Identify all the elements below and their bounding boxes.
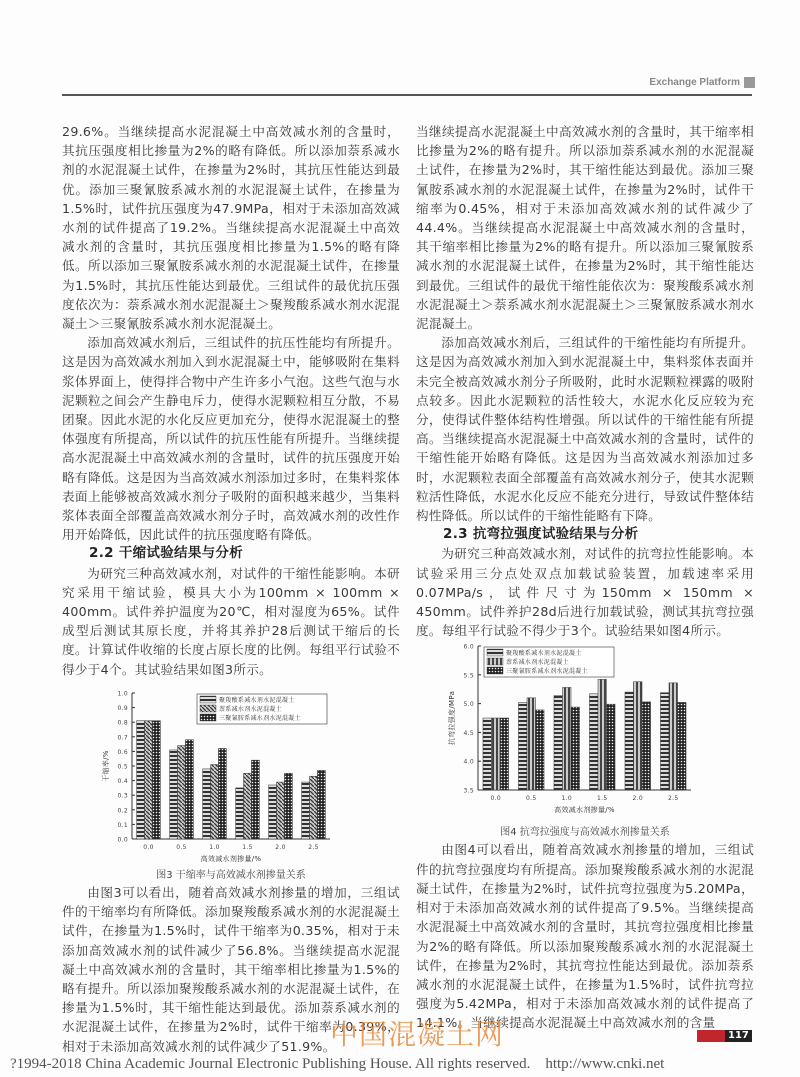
legend-swatch (487, 667, 503, 674)
x-tick-label: 1.0 (209, 843, 220, 851)
legend-swatch (487, 658, 503, 665)
y-tick-label: 4.0 (463, 759, 474, 767)
x-tick-label: 2.0 (632, 795, 643, 803)
y-axis-label: 干缩率/% (102, 750, 110, 782)
bar (145, 721, 153, 839)
y-tick-label: 0.3 (117, 792, 128, 800)
bar (302, 782, 310, 839)
x-tick-label: 0.5 (526, 795, 537, 803)
y-tick-label: 0.5 (117, 763, 128, 771)
bar (607, 705, 616, 791)
bar (185, 740, 193, 839)
figure-3-caption: 图3 干缩率与高效减水剂掺量关系 (156, 869, 306, 881)
section-label: Exchange Platform (649, 77, 740, 88)
legend-label: 三聚氰胺系减水剂水泥混凝土 (506, 668, 588, 676)
y-tick-label: 0.9 (117, 704, 128, 712)
x-axis-label: 高效减水剂掺量/% (200, 854, 262, 863)
figure-4-caption: 图4 抗弯拉强度与高效减水剂掺量关系 (500, 827, 670, 839)
legend-label: 聚羧酸系减水剂水泥混凝土 (506, 650, 582, 658)
legend-label: 三聚氰胺系减水剂水泥混凝土 (219, 714, 301, 722)
paragraph: 当继续提高水泥混凝土中高效减水剂的含量时，其干缩率相比掺量为2%的略有提升。所以添加萘系减水剂的水泥混凝土试件，在掺量为2%时，其干缩性能达到最优。添加三聚氰胺系减水剂的水泥混凝土试件，在掺量为2%时，试件干缩率为0.45%，相对于未添加高效减水剂的试件减少了44.4%。当继续提高水泥混凝土中高效减水剂的含量时，其干缩率相比掺量为2%的略有提升。所以添加三聚氰胺系减水剂的水泥混凝土试件，在掺量为2%时，其干缩性能达到最优。三组试件的最优干缩性能依次为：聚羧酸系减水剂水泥混凝土＞萘系减水剂水泥混凝土＞三聚氰胺系减水剂水泥混凝土。 (416, 124, 754, 332)
paragraph: 添加高效减水剂后，三组试件的抗压性能均有所提升。这是因为高效减水剂加入到水泥混凝土中，能够吸附在集料浆体界面上，使得拌合物中产生许多小气泡。这些气泡与水泥颗粒之间会产生静电斥力，使得水泥颗粒相互分散，不易团聚。因此水泥的水化反应更加充分，使得水泥混凝土的整体强度有所提高，所以试件的抗压性能有所提升。当继续提高水泥混凝土中高效减水剂的含量时，试件的抗压强度开始略有降低。这是因为当高效减水剂添加过多时，在集料浆体表面上能够被高效减水剂分子吸附的面积越来越少，当集料浆体表面全部覆盖高效减水剂分子时，高效减水剂的改性作用开始降低，因此试件的抗压强度略有降低。 (62, 335, 400, 543)
x-tick-label: 2.0 (275, 843, 286, 851)
bar (500, 718, 509, 790)
paragraph: 为研究三种高效减水剂，对试件的抗弯拉性能影响。本试验采用三分点处双点加载试验装置，加载速率采用0.07MPa/s，试件尺寸为150mm × 150mm × 450mm。试件养护28d后进行加载试验，测试其抗弯拉强度。每组平行试验不得少于3个。试验结果如图4所示。 (416, 546, 754, 639)
bar (678, 703, 687, 791)
figure-4-chart (416, 640, 754, 826)
legend-swatch (200, 705, 216, 712)
bar (562, 688, 571, 791)
section-heading-2-2: 2.2 干缩试验结果与分析 (89, 545, 244, 562)
x-axis-label: 高效减水剂掺量/% (554, 806, 615, 815)
right-column (416, 122, 754, 1033)
legend-swatch (487, 649, 503, 656)
bar (317, 770, 325, 839)
paragraph: 由图4可以看出，随着高效减水剂掺量的增加，三组试件的抗弯拉强度均有所提高。添加聚羧酸系减水剂的水泥混凝土试件，在掺量为2%时，试件抗弯拉强度为5.20MPa，相对于未添加高效减水剂的试件提高了9.5%。当继续提高水泥混凝土中高效减水剂的含量时，其抗弯拉强度相比掺量为2%的略有降低。所以添加聚羧酸系减水剂的水泥混凝土试件，在掺量为2%时，其抗弯拉性能达到最优。添加萘系减水剂的水泥混凝土试件，在掺量为1.5%时，试件抗弯拉强度为5.42MPa，相对于未添加高效减水剂的试件提高了14.1%。当继续提高水泥混凝土中高效减水剂的含量 (416, 842, 754, 1031)
figure-4 (416, 640, 754, 826)
bar (152, 721, 160, 839)
header-marker (744, 77, 755, 88)
y-tick-label: 0.0 (117, 836, 128, 844)
figure-3-chart (62, 679, 400, 869)
bar (203, 769, 211, 839)
y-axis-label: 抗弯拉强度/MPa (448, 691, 456, 746)
y-tick-label: 5.0 (463, 701, 474, 709)
bar (137, 721, 145, 839)
bar (251, 760, 259, 839)
x-tick-label: 0.0 (490, 795, 501, 803)
paragraph: 由图3可以看出，随着高效减水剂掺量的增加，三组试件的干缩率均有所降低。添加聚羧酸系减水剂的水泥混凝土试件，在掺量为1.5%时，试件干缩率为0.35%，相对于未添加高效减水剂的试件减少了56.8%。当继续提高水泥混凝土中高效减水剂的含量时，其干缩率相比掺量为1.5%的略有提升。所以添加聚羧酸系减水剂的水泥混凝土试件，在掺量为1.5%时，其干缩性能达到最优。添加萘系减水剂的水泥混凝土试件，在掺量为2%时，试件干缩率为0.39%，相对于未添加高效减水剂的试件减少了51.9%。 (62, 884, 400, 1054)
y-tick-label: 1.0 (117, 690, 128, 698)
bar (642, 702, 651, 790)
bar (625, 693, 634, 791)
bar (571, 708, 580, 791)
bar (310, 776, 318, 839)
bar (633, 682, 642, 790)
y-tick-label: 4.5 (463, 730, 474, 738)
figure-3 (62, 679, 400, 869)
bar (518, 703, 527, 791)
legend-label: 萘系减水剂水泥混凝土 (219, 705, 283, 713)
x-tick-label: 1.5 (597, 795, 608, 803)
x-tick-label: 0.5 (176, 843, 187, 851)
bar (211, 764, 219, 838)
bar (491, 718, 500, 790)
bar (277, 782, 285, 839)
page-number-badge (697, 1030, 752, 1042)
y-tick-label: 5.5 (463, 672, 474, 680)
bar (269, 785, 277, 839)
x-tick-label: 2.5 (308, 843, 319, 851)
y-tick-label: 0.1 (117, 821, 128, 829)
bar (527, 698, 536, 790)
section-heading-2-3: 2.3 抗弯拉强度试验结果与分析 (443, 526, 639, 543)
paragraph: 添加高效减水剂后，三组试件的干缩性能均有所提升。这是因为高效减水剂加入到水泥混凝土中，集料浆体表面并未完全被高效减水剂分子所吸附，此时水泥颗粒裸露的吸附点较多。因此水泥颗粒的活性较大，水泥水化反应较为充分，使得试件整体结构性增强。所以试件的干缩性能有所提高。当继续提高水泥混凝土中高效减水剂的含量时，试件的干缩性能开始略有降低。这是因为当高效减水剂添加过多时，水泥颗粒表面全部覆盖有高效减水剂分子，使其水泥颗粒活性降低，水泥水化反应不能充分进行，导致试件整体结构性降低。所以试件的干缩性能略有下降。 (416, 335, 754, 524)
y-tick-label: 0.4 (117, 777, 128, 785)
left-column (62, 122, 400, 1056)
legend-label: 萘系减水剂水泥混凝土 (506, 659, 570, 667)
x-tick-label: 0.0 (143, 843, 154, 851)
paragraph: 为研究三种高效减水剂，对试件的干缩性能影响。本研究采用干缩试验，模具大小为100mm × 100mm × 400mm。试件养护温度为20℃，相对湿度为65%。试件成型后测试其原长度，并将其养护28后测试干缩后的长度。计算试件收缩的长度占原长度的比例。每组平行试验不得少于4个。其试验结果如图3所示。 (62, 565, 400, 677)
y-tick-label: 6.0 (463, 643, 474, 651)
y-tick-label: 0.6 (117, 748, 128, 756)
journal-badge (697, 1030, 725, 1042)
y-tick-label: 0.8 (117, 719, 128, 727)
bar (178, 745, 186, 838)
legend-swatch (200, 696, 216, 703)
bar (170, 750, 178, 839)
y-tick-label: 3.5 (463, 787, 474, 795)
bar (236, 788, 244, 839)
bar (218, 748, 226, 839)
x-tick-label: 1.0 (561, 795, 572, 803)
bar (536, 710, 545, 790)
page-number: 117 (725, 1030, 752, 1042)
watermark: 中国混凝土网 (330, 1018, 505, 1051)
y-tick-label: 0.2 (117, 807, 128, 815)
bar (589, 694, 598, 790)
paragraph: 29.6%。当继续提高水泥混凝土中高效减水剂的含量时，其抗压强度相比掺量为2%的略有降低。所以添加萘系减水剂的水泥混凝土试件，在掺量为2%时，其抗压性能达到最优。添加三聚氰胺系减水剂的水泥混凝土试件，在掺量为1.5%时，试件抗压强度为47.9MPa，相对于未添加高效减水剂的试件提高了19.2%。当继续提高水泥混凝土中高效减水剂的含量时，其抗压强度相比掺量为1.5%的略有降低。所以添加三聚氰胺系减水剂的水泥混凝土试件，在掺量为1.5%时，其抗压性能达到最优。三组试件的最优抗压强度依次为：萘系减水剂水泥混凝土＞聚羧酸系减水剂水泥混凝土＞三聚氰胺系减水剂水泥混凝土。 (62, 124, 400, 332)
bar (554, 696, 563, 790)
header-rule (62, 94, 752, 96)
bar (598, 680, 607, 791)
copyright-footer: ?1994-2018 China Academic Journal Electronic Publishing House. All rights reserved. http://www.cnki.net (10, 1056, 665, 1072)
bar (244, 773, 252, 839)
legend-label: 聚羧酸系减水剂水泥混凝土 (219, 696, 295, 704)
x-tick-label: 1.5 (242, 843, 253, 851)
y-tick-label: 0.7 (117, 734, 128, 742)
bar (660, 693, 669, 790)
bar (483, 718, 492, 790)
legend-swatch (200, 714, 216, 721)
bar (284, 773, 292, 839)
x-tick-label: 2.5 (668, 795, 679, 803)
bar (669, 683, 678, 790)
